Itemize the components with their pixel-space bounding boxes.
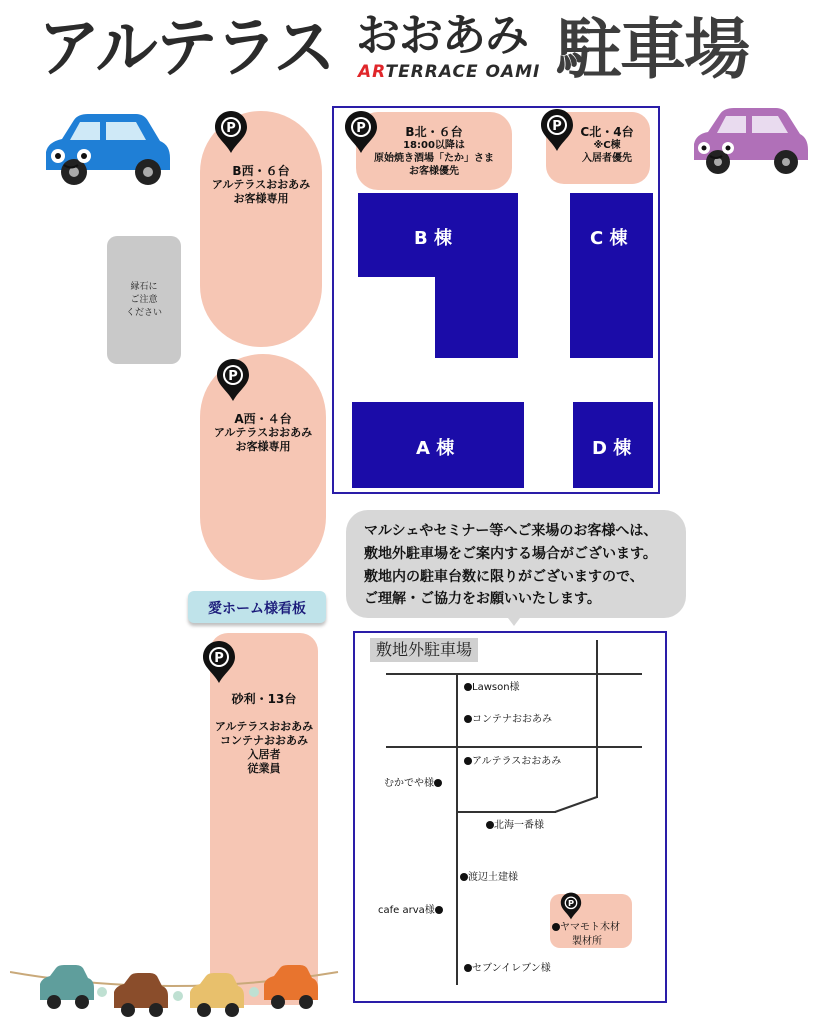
brand-roman-rest: TERRACE OAMI <box>385 62 541 82</box>
parking-name: C北・4台 <box>580 125 634 139</box>
place-yamamoto <box>552 922 620 934</box>
notice-bubble-tail <box>505 614 523 626</box>
place-yamamoto-sub: 製材所 <box>572 936 602 947</box>
signboard-label: 愛ホーム様看板 <box>208 601 306 617</box>
place-label: コンテナおおあみ <box>472 714 552 725</box>
road <box>596 640 598 798</box>
place-seven <box>464 963 551 975</box>
parking-note: ※C棟 <box>593 140 621 151</box>
parking-b-north-label <box>356 126 512 178</box>
road <box>386 746 642 748</box>
road <box>386 673 642 675</box>
parking-name: B西・６台 <box>232 164 290 178</box>
place-label: 渡辺土建様 <box>468 872 518 883</box>
building-c <box>570 193 653 358</box>
place-cafe <box>378 905 443 917</box>
curb-caution-text <box>107 281 181 320</box>
car-icon <box>40 108 174 194</box>
parking-note: お客様優先 <box>409 166 459 177</box>
parking-name: B北・６台 <box>405 125 463 139</box>
car-icon <box>264 965 318 1009</box>
building-c-label: C 棟 <box>590 228 628 249</box>
parking-note: 従業員 <box>247 762 281 775</box>
place-label: cafe arva様 <box>378 905 435 916</box>
parking-a-west-label <box>200 412 326 454</box>
parking-name: A西・４台 <box>234 412 292 426</box>
building-b-label: B 棟 <box>414 228 452 249</box>
parking-note: 入居者 <box>247 748 281 761</box>
caution-line: 縁石に <box>130 282 158 292</box>
place-container <box>464 714 552 726</box>
brand-roman <box>358 62 540 82</box>
parking-note: 18:00以降は <box>403 140 465 151</box>
brand-roman-accent: AR <box>358 62 386 82</box>
parking-note: 入居者優先 <box>582 153 632 164</box>
place-arterrace <box>464 756 561 768</box>
road <box>458 811 556 813</box>
parking-area-gravel[interactable] <box>210 633 318 1005</box>
car-icon <box>190 973 244 1017</box>
building-b-wing <box>435 193 518 358</box>
page-title: 駐車場 <box>556 11 748 88</box>
place-watanabe <box>460 872 518 884</box>
car-icon <box>114 973 168 1017</box>
parking-pin-icon <box>214 110 248 154</box>
notice-line: 敷地外駐車場をご案内する場合がございます。 <box>364 546 657 562</box>
building-d-label: D 棟 <box>592 438 632 459</box>
offsite-map-title: 敷地外駐車場 <box>370 638 478 662</box>
caution-line: ください <box>125 308 162 318</box>
place-label: アルテラスおおあみ <box>472 756 562 767</box>
notice-line: マルシェやセミナー等へご来場のお客様へは、 <box>364 523 658 539</box>
parking-note: アルテラスおおあみ <box>213 426 313 439</box>
place-lawson <box>464 682 520 694</box>
place-label: Lawson様 <box>472 682 520 693</box>
place-mukadeya <box>384 778 442 790</box>
brand-logo-text: アルテラス <box>38 9 334 86</box>
place-label: むかでや様 <box>384 778 434 789</box>
building-a-label: A 棟 <box>416 438 455 459</box>
parking-pin-icon <box>202 640 236 684</box>
parking-note: アルテラスおおあみ <box>214 720 314 733</box>
car-icon <box>690 104 812 184</box>
parking-note: お客様専用 <box>233 192 289 205</box>
parking-name: 砂利・13台 <box>231 692 297 706</box>
parking-c-north-label <box>562 126 652 165</box>
parking-gravel-label <box>210 692 318 776</box>
parking-note: アルテラスおおあみ <box>211 178 311 191</box>
parking-note: 原始焼き酒場「たか」さま <box>374 153 494 164</box>
brand-kana: おおあみ <box>356 10 528 61</box>
notice-line: ご理解・ご協力をお願いいたします。 <box>364 591 601 607</box>
parking-note: コンテナおおあみ <box>220 734 308 747</box>
place-hokkai <box>486 820 544 832</box>
road <box>554 795 600 815</box>
parking-pin-icon <box>216 358 250 402</box>
car-icon <box>40 965 94 1009</box>
notice-line: 敷地内の駐車台数に限りがございますので、 <box>364 569 644 585</box>
place-label: ヤマモト木材 <box>560 922 620 933</box>
parking-note: お客様専用 <box>235 440 291 453</box>
road <box>456 673 458 985</box>
place-label: セブンイレブン様 <box>472 963 551 974</box>
parking-pin-icon <box>560 892 582 920</box>
place-label: 北海一番様 <box>494 820 544 831</box>
parking-b-west-label <box>200 164 322 206</box>
car-garland <box>10 960 340 1024</box>
caution-line: ご注意 <box>130 295 158 305</box>
